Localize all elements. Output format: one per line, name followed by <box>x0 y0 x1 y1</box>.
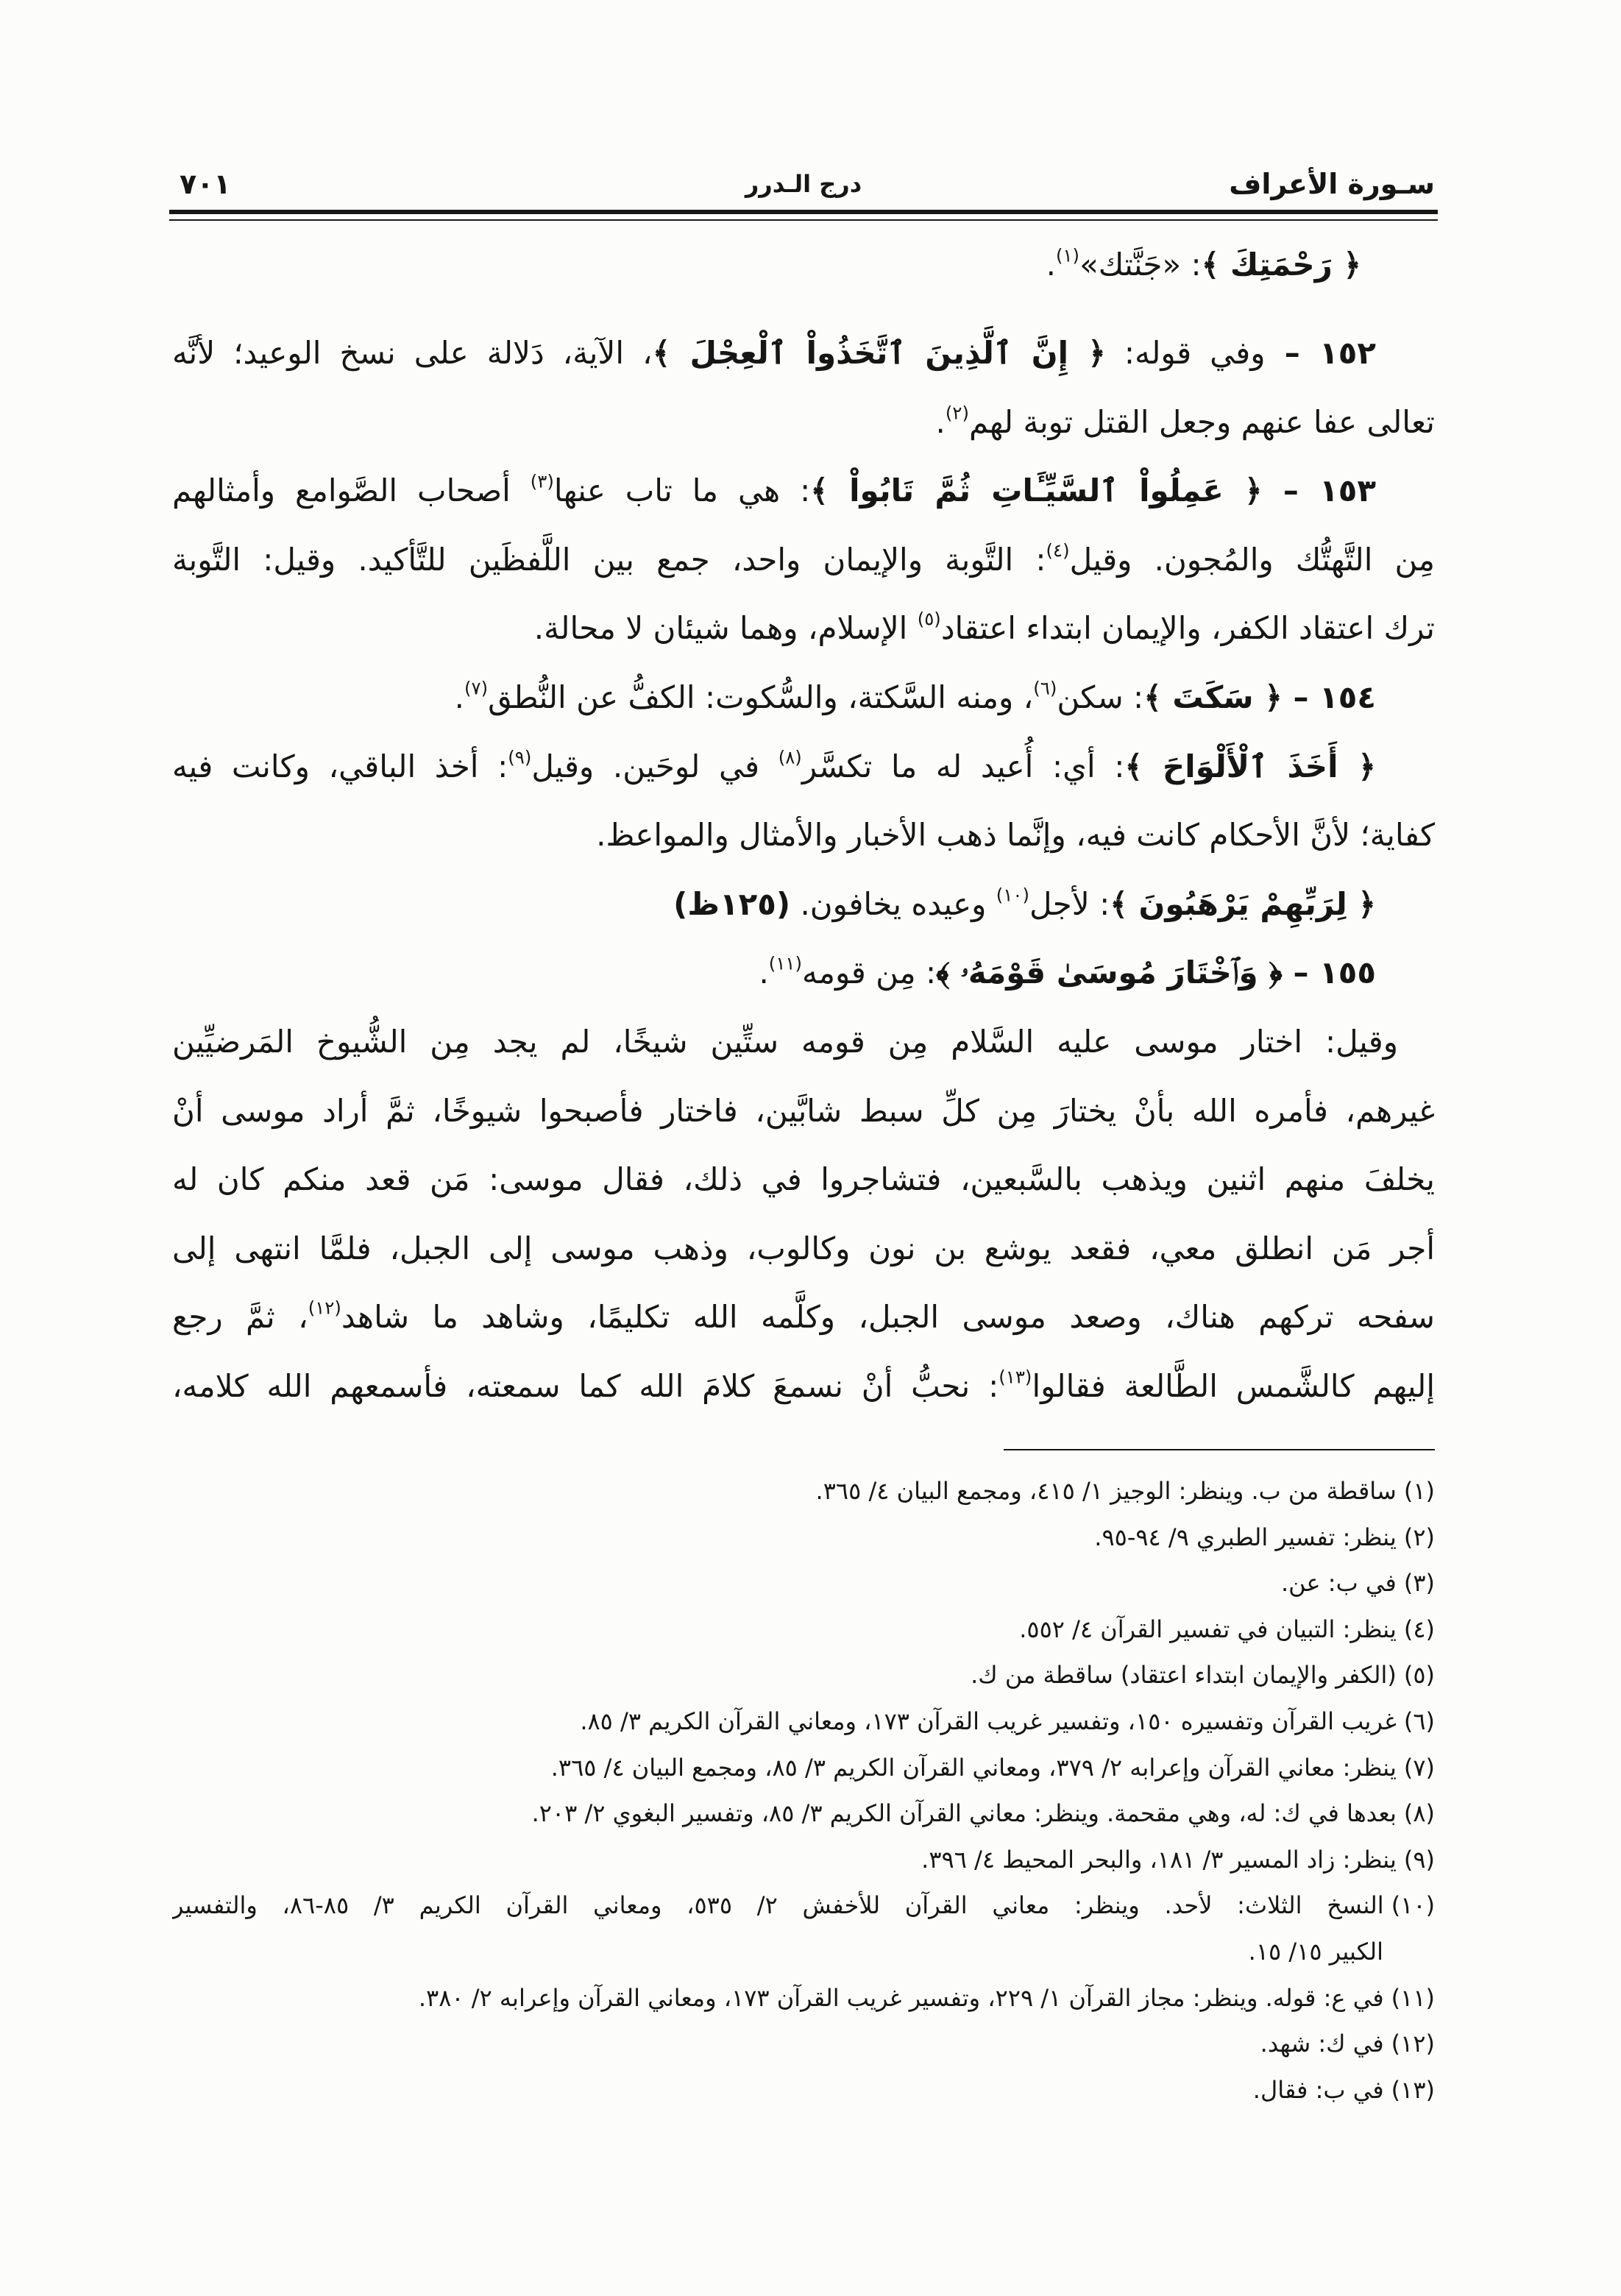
body-text: : مِن قومه <box>802 954 937 991</box>
footnote-number: (١٠) <box>1391 1891 1435 1920</box>
footnote-number: (١١) <box>1391 1983 1435 2012</box>
body-text: وفي قوله: <box>1105 335 1266 371</box>
text-line <box>172 594 1435 663</box>
text-line <box>172 1077 1435 1146</box>
footnote-number: (٢) <box>1403 1523 1435 1551</box>
footnote-number: (٤) <box>1403 1615 1435 1643</box>
footnote-text: ينظر: زاد المسير ٣/ ١٨١، والبحر المحيط ٤/ ٣٩٦. <box>921 1845 1397 1874</box>
footnote-text: بعدها في ك: له، وهي مقحمة. وينظر: معاني القرآن الكريم ٣/ ٨٥، وتفسير البغوي ٢/ ٢٠٣. <box>531 1799 1397 1828</box>
text-line <box>172 1283 1435 1352</box>
text-line <box>172 801 1435 870</box>
text-line <box>172 319 1435 388</box>
footnote <box>172 1514 1435 1561</box>
quran-quote: ﴿ رَحْمَتِكَ ﴾ <box>1201 247 1361 283</box>
footnote-text: غريب القرآن وتفسيره ١٥٠، وتفسير غريب القرآن ١٧٣، ومعاني القرآن الكريم ٣/ ٨٥. <box>580 1707 1397 1735</box>
body-text: وقيل: اختار موسى عليه السَّلام مِن قومه ستِّين شيخًا، لم يجد مِن الشُّيوخ المَرضيِّين <box>172 1023 1398 1060</box>
quran-quote: ﴿ أَخَذَ ٱلْأَلْوَاحَ ﴾ <box>1124 748 1376 784</box>
footnote-separator <box>1004 1449 1435 1450</box>
body-text: كفاية؛ لأنَّ الأحكام كانت فيه، وإنَّما ذهب الأخبار والأمثال والمواعظ. <box>596 817 1435 854</box>
footnote-text: في ب: عن. <box>1281 1569 1397 1598</box>
text-line <box>172 938 1435 1007</box>
footnote-number: (٥) <box>1403 1661 1435 1690</box>
verse-number: ١٥٣ – <box>1262 472 1377 509</box>
footnote-number: (١٣) <box>1391 2075 1435 2104</box>
body-text: سفحه تركهم هناك، وصعد موسى الجبل، وكلَّمه الله تكليمًا، وشاهد ما شاهد <box>341 1299 1435 1336</box>
page-number: ٧٠١ <box>180 168 231 200</box>
footnote-number: (٨) <box>1403 1799 1435 1828</box>
footnote-number: (٣) <box>1403 1569 1435 1598</box>
footnote-text: ينظر: تفسير الطبري ٩/ ٩٤-٩٥. <box>1094 1523 1397 1551</box>
body-text: ، الآية، دَلالة على نسخ الوعيد؛ لأنَّه <box>172 335 653 371</box>
footnote <box>172 2067 1435 2113</box>
quran-quote: ﴿ إِنَّ ٱلَّذِينَ ٱتَّخَذُواْ ٱلْعِجْلَ ﴾ <box>652 335 1106 371</box>
footnote-ref: (١٢) <box>308 1297 341 1319</box>
surah-title: سـورة الأعراف <box>1229 168 1435 200</box>
footnote-ref: (٤) <box>1046 539 1070 561</box>
header-rule-thin <box>169 219 1438 221</box>
header-rule-thick <box>169 210 1438 214</box>
footnote-text: ساقطة من ب. وينظر: الوجيز ١/ ٤١٥، ومجمع البيان ٤/ ٣٦٥. <box>815 1477 1397 1505</box>
footnotes <box>172 1468 1435 2113</box>
text-line <box>172 525 1435 595</box>
body-text: في لوحَين. وقيل <box>531 748 778 784</box>
body-text: . <box>935 403 946 440</box>
text-line <box>172 663 1435 732</box>
footnote-ref: (٩) <box>508 746 532 768</box>
body-text: ، ومنه السَّكتة، والسُّكوت: الكفُّ عن النُّطق <box>488 678 1034 715</box>
body-text: : نحبُّ أنْ نسمعَ كلامَ الله كما سمعته، فأسمعهم الله كلامه، <box>172 1367 999 1404</box>
body-text: غيرهم، فأمره الله بأنْ يختارَ مِن كلِّ سبط شابَّين، فاختار فأصبحوا شيوخًا، ثمَّ أراد موسى أنْ <box>172 1092 1435 1129</box>
footnote <box>172 1652 1435 1698</box>
text-line <box>172 1145 1435 1214</box>
body-text: : لأجل <box>1029 885 1110 922</box>
quran-quote: ﴿ لِرَبِّهِمْ يَرْهَبُونَ ﴾ <box>1110 885 1376 922</box>
running-header <box>172 162 1435 206</box>
footnote-number: (٩) <box>1403 1845 1435 1874</box>
body-text: : هي ما تاب عنها <box>553 472 811 509</box>
body-text: أصحاب الصَّوامع وأمثالهم <box>172 472 531 509</box>
footnote-ref: (١١) <box>768 953 802 975</box>
body-text: وعيده يخافون. <box>790 885 996 922</box>
footnote-text: النسخ الثلاث: لأحد. وينظر: معاني القرآن للأخفش ٢/ ٥٣٥، ومعاني القرآن الكريم ٣/ ٨٥-٨٦، والتفسير <box>172 1891 1384 1920</box>
text-line <box>172 1352 1435 1421</box>
text-line <box>172 870 1435 939</box>
footnote-text: في ك: شهد. <box>1260 2030 1384 2058</box>
footnote-text: ينظر: التبيان في تفسير القرآن ٤/ ٥٥٢. <box>1019 1615 1397 1643</box>
body-text: . <box>1046 247 1056 283</box>
footnote <box>172 1790 1435 1837</box>
footnote-text: ينظر: معاني القرآن وإعرابه ٢/ ٣٧٩، ومعاني القرآن الكريم ٣/ ٨٥، ومجمع البيان ٤/ ٣٦٥. <box>550 1753 1397 1782</box>
body-text: : «جَنَّتك» <box>1079 247 1202 283</box>
footnote-text: الكبير ١٥/ ١٥. <box>1248 1937 1383 1966</box>
body-text: مِن التَّهتُّك والمُجون. وقيل <box>1069 541 1435 578</box>
footnote-ref: (١٠) <box>996 884 1029 906</box>
text-line <box>172 1007 1435 1077</box>
book-title: درج الـدرر <box>745 170 862 198</box>
footnote-ref: (١) <box>1055 244 1080 266</box>
footnote <box>172 1745 1435 1791</box>
body-text: إليهم كالشَّمس الطَّالعة فقالوا <box>1032 1367 1435 1404</box>
body-text: . <box>759 954 769 991</box>
verse-number: ١٥٢ – <box>1265 335 1376 371</box>
footnote-ref: (٣) <box>530 470 554 492</box>
body-text: : أي: أُعيد له ما تكسَّر <box>801 748 1125 784</box>
quran-quote: ﴿ عَمِلُواْ ٱلسَّيِّـَٔاتِ ثُمَّ تَابُواْ ﴾ <box>810 472 1263 509</box>
footnote-text: (الكفر والإيمان ابتداء اعتقاد) ساقطة من ك. <box>971 1661 1397 1690</box>
footnote-ref: (٦) <box>1033 677 1057 699</box>
body-text: : سكن <box>1057 678 1144 715</box>
verse-number: ١٥٥ – <box>1282 954 1376 991</box>
footnote-text: في ع: قوله. وينظر: مجاز القرآن ١/ ٢٢٩، وتفسير غريب القرآن ١٧٣، ومعاني القرآن وإعرابه ٢/ ٣٨٠. <box>418 1983 1384 2012</box>
footnote-number: (١) <box>1403 1477 1435 1505</box>
footnote <box>172 1837 1435 1883</box>
footnote <box>172 2021 1435 2067</box>
text-line <box>172 1214 1435 1283</box>
footnote-number: (٧) <box>1403 1753 1435 1782</box>
footnote <box>172 1698 1435 1745</box>
footnote <box>172 1468 1435 1514</box>
text-line <box>172 456 1435 525</box>
footnote <box>172 1606 1435 1653</box>
text-line <box>172 732 1435 801</box>
footnote-continuation <box>172 1929 1435 1975</box>
quran-quote: ﴿ وَٱخْتَارَ مُوسَىٰ قَوْمَهُۥ ﴾ <box>936 954 1283 991</box>
body-text: ترك اعتقاد الكفر، والإيمان ابتداء اعتقاد <box>940 610 1435 647</box>
text-line <box>172 230 1435 300</box>
footnote <box>172 1560 1435 1606</box>
footnote-text: في ب: فقال. <box>1252 2075 1384 2104</box>
body-text: ، ثمَّ رجع <box>172 1299 308 1336</box>
verse-number: ١٥٤ – <box>1282 678 1376 715</box>
body-text: يخلفَ منهم اثنين ويذهب بالسَّبعين، فتشاجروا في ذلك، فقال موسى: مَن قعد منكم كان له <box>172 1161 1435 1198</box>
footnote-number: (١٢) <box>1391 2030 1435 2058</box>
footnote-number: (٦) <box>1403 1707 1435 1735</box>
body-text: : أخذ الباقي، وكانت فيه <box>172 748 508 784</box>
text-line <box>172 388 1435 457</box>
folio-marker: (١٢٥ظ) <box>673 885 791 922</box>
body-text: : التَّوبة والإيمان واحد، جمع بين اللَّفظَين للتَّأكيد. وقيل: التَّوبة <box>172 541 1046 578</box>
footnote-ref: (٥) <box>917 609 941 631</box>
footnote <box>172 1975 1435 2022</box>
footnote-ref: (٧) <box>464 677 489 699</box>
quran-quote: ﴿ سَكَتَ ﴾ <box>1143 678 1283 715</box>
main-text <box>172 230 1435 1421</box>
footnote-ref: (٨) <box>778 746 802 768</box>
body-text: الإسلام، وهما شيئان لا محالة. <box>533 610 918 647</box>
body-text: . <box>454 678 464 715</box>
body-text: تعالى عفا عنهم وجعل القتل توبة لهم <box>968 403 1435 440</box>
footnote-ref: (١٣) <box>999 1366 1032 1388</box>
body-text: أجر مَن انطلق معي، فقعد يوشع بن نون وكالوب، وذهب موسى إلى الجبل، فلمَّا انتهى إلى <box>172 1230 1435 1266</box>
footnote-ref: (٢) <box>945 402 969 424</box>
footnote <box>172 1882 1435 1929</box>
